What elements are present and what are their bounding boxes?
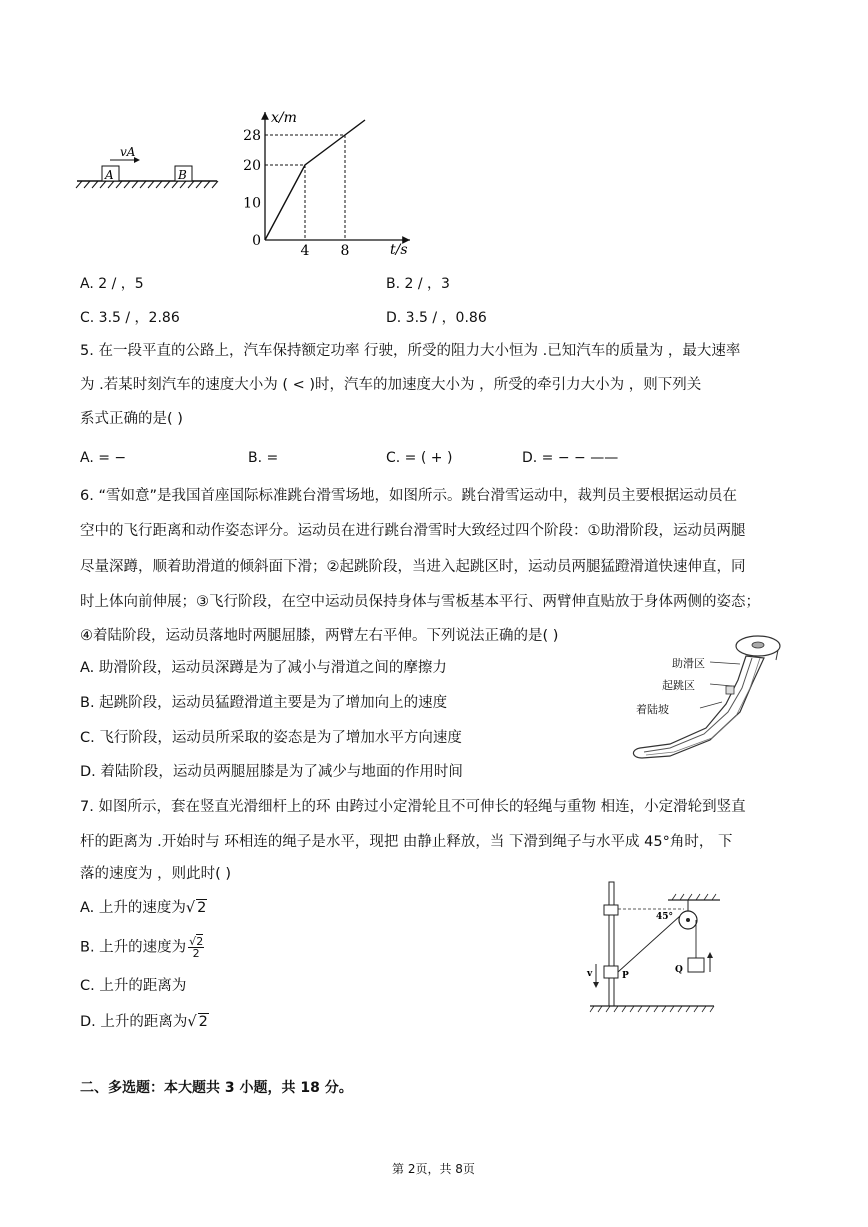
x-tick-label: 4 <box>300 243 310 259</box>
block-q <box>688 958 704 972</box>
sqrt-radicand: 2 <box>196 935 204 948</box>
angle-label: 45° <box>656 912 674 922</box>
q7-option-b-text: B. 上升的速度为 <box>80 939 187 956</box>
page-footer: 第 2页，共 8页 <box>392 1162 475 1176</box>
q7-option-c: C. 上升的距离为 <box>80 978 187 994</box>
block-a-label: A <box>105 168 114 182</box>
y-tick-label: 28 <box>243 128 261 144</box>
q6-option-c: C. 飞行阶段，运动员所采取的姿态是为了增加水平方向速度 <box>80 730 462 746</box>
q5-option-b: B. = <box>248 450 279 466</box>
q7-option-a-text: A. 上升的速度为 <box>80 900 186 916</box>
q4-option-a: A. 2 / ，5 <box>80 276 144 292</box>
q5-option-d: D. = − − —— <box>522 450 619 466</box>
ski-label-takeoff: 起跳区 <box>662 679 695 692</box>
q5-option-a: A. = − <box>80 450 127 466</box>
q6-option-a: A. 助滑阶段，运动员深蹲是为了减小与滑道之间的摩擦力 <box>80 660 447 676</box>
q7-text-line2: 杆的距离为 .开始时与 环相连的绳子是水平，现把 由静止释放，当 下滑到绳子与水平成 45°角时， 下 <box>80 834 733 850</box>
xt-series-line <box>265 120 365 240</box>
q5-option-c: C. = ( + ) <box>386 450 453 466</box>
fraction-denominator: 2 <box>192 947 200 960</box>
block-q-label: Q <box>675 965 683 975</box>
q7-text-line3: 落的速度为 ，则此时( ) <box>80 866 232 882</box>
fraction: $\frac{√2}{2}$ <box>189 935 204 960</box>
q6-option-d: D. 着陆阶段，运动员两腿屈膝是为了减少与地面的作用时间 <box>80 764 463 780</box>
ski-label-landing: 着陆坡 <box>636 703 669 716</box>
xt-graph <box>240 104 420 259</box>
section-title: 二、多选题：本大题共 3 小题，共 18 分。 <box>80 1080 353 1096</box>
q6-text-line4: 时上体向前伸展；③飞行阶段，在空中运动员保持身体与雪板基本平行、两臂伸直贴放于身体两侧的姿态； <box>80 594 760 610</box>
y-tick-label: 20 <box>243 158 261 174</box>
q7-option-d <box>80 1012 209 1032</box>
sqrt-sign: √ <box>187 1014 197 1030</box>
q6-text-line3: 尽量深蹲，顺着助滑道的倾斜面下滑；②起跳阶段，当进入起跳区时，运动员两腿猛蹬滑道快速伸直，同 <box>80 559 746 575</box>
sqrt-sign: √ <box>185 900 196 916</box>
ski-label-inrun: 助滑区 <box>672 657 705 670</box>
q5-text-line3: 系式正确的是( ) <box>80 411 183 427</box>
q7-text-line1: 7. 如图所示，套在竖直光滑细杆上的环 由跨过小定滑轮且不可伸长的轻绳与重物 相连，小定滑轮到竖直 <box>80 799 746 815</box>
q7-option-b <box>80 936 204 959</box>
ring-p <box>604 966 618 978</box>
q5-text-line1: 5. 在一段平直的公路上，汽车保持额定功率 行驶，所受的阻力大小恒为 .已知汽车的质量为 ，最大速率 <box>80 343 741 359</box>
vertical-rod <box>609 882 614 1006</box>
x-axis-label: t/s <box>390 242 408 258</box>
x-tick-label: 8 <box>340 243 350 259</box>
q6-text-line2: 空中的飞行距离和动作姿态评分。运动员在进行跳台滑雪时大致经过四个阶段：①助滑阶段，运动员两腿 <box>80 523 746 539</box>
y-tick-label: 10 <box>243 195 261 212</box>
sqrt-radicand: 2 <box>198 1014 208 1030</box>
velocity-label: v <box>587 969 593 979</box>
y-tick-label: 0 <box>252 233 261 249</box>
q5-text-line2: 为 .若某时刻汽车的速度大小为 ( < )时，汽车的加速度大小为 ，所受的牵引力大小为 ，则下列关 <box>80 377 702 393</box>
q6-option-b: B. 起跳阶段，运动员猛蹬滑道主要是为了增加向上的速度 <box>80 695 448 711</box>
q4-option-b: B. 2 / ，3 <box>386 276 450 292</box>
ring-p-label: P <box>622 971 629 981</box>
velocity-label: vA <box>120 145 136 159</box>
sqrt-radicand: 2 <box>197 900 207 916</box>
q6-text-line5: ④着陆阶段，运动员落地时两腿屈膝，两臂左右平伸。下列说法正确的是( ) <box>80 628 559 644</box>
y-axis-label: x/m <box>271 110 297 126</box>
blocks-figure <box>72 140 222 200</box>
q4-option-c: C. 3.5 / ，2.86 <box>80 310 180 326</box>
q7-option-a <box>80 898 207 918</box>
q7-option-d-text: D. 上升的距离为 <box>80 1014 188 1030</box>
q4-option-d: D. 3.5 / ，0.86 <box>386 310 487 326</box>
pulley-figure <box>584 878 724 1018</box>
q6-text-line1: 6. “雪如意”是我国首座国际标准跳台滑雪场地，如图所示。跳台滑雪运动中，裁判员主要根据运动员在 <box>80 488 737 504</box>
block-b-label: B <box>178 168 187 182</box>
